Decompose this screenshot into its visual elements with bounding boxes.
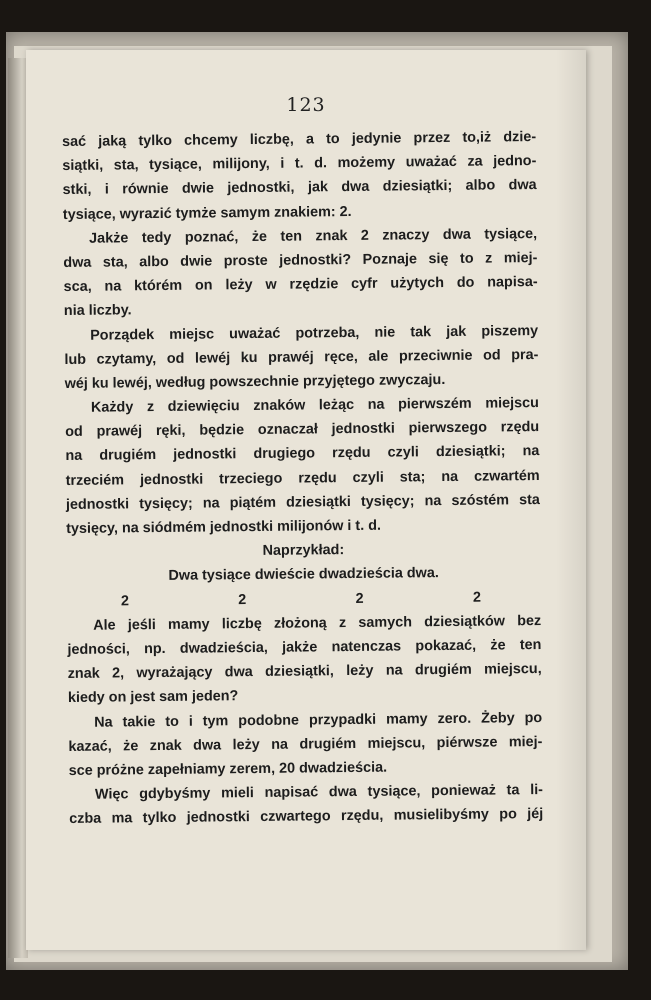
text-line: trzeciém jednostki trzeciego rzędu czyli sta; na czwartém: [65, 467, 540, 489]
text-line: siątki, sta, tysiące, milijony, i t. d. możemy uważać za jedno-: [62, 153, 537, 175]
digit: 2: [472, 589, 481, 606]
digit: 2: [238, 591, 247, 608]
text-line: Więc gdybyśmy mieli napisać dwa tysiące, ponieważ ta li-: [94, 782, 544, 803]
text-line: sca, na którém on leży w rzędzie cyfr użytych do napisa-: [63, 274, 538, 296]
text-line: od prawéj ręki, będzie oznaczał jednostki pierwszego rzędu: [65, 419, 540, 441]
page-number: 123: [286, 94, 326, 116]
text-line: sce próżne zapełniamy zerem, 20 dwadzieścia.: [68, 759, 388, 779]
text-line: jednostki tysięcy; na piątém dziesiątki tysięcy; na szóstém sta: [65, 491, 540, 513]
text-line: Każdy z dziewięciu znaków leżąc na pierwszém miejscu: [90, 395, 539, 416]
text-line: tysiące, wyrazić tymże samym znakiem: 2.: [62, 203, 352, 223]
book-page: [26, 50, 586, 950]
text-line: Jakże tedy poznać, że ten znak 2 znaczy dwa tysiące,: [89, 225, 538, 247]
text-line: Ale jeśli mamy liczbę złożoną z samych dziesiątków bez: [93, 612, 542, 634]
page-text: [62, 125, 543, 831]
text-line: jedności, np. dwadzieścia, jakże natenczas pokazać, że ten: [67, 636, 542, 658]
text-line: Porządek miejsc uważać potrzeba, nie tak jak piszemy: [90, 322, 539, 344]
text-line: sać jaką tylko chcemy liczbę, a to jedynie przez to,iż dzie-: [62, 129, 537, 150]
text-line: dwa sta, albo dwie proste jednostki? Poznaje się to z miej-: [63, 249, 538, 271]
text-line: na drugiém jednostki drugiego rzędu czyli dziesiątki; na: [65, 443, 540, 465]
text-line: wéj ku lewéj, według powszechnie przyjętego zwyczaju.: [64, 371, 446, 392]
text-line: stki, i równie dwie jednostki, jak dwa dziesiątki; albo dwa: [62, 177, 537, 199]
digit: 2: [355, 590, 364, 607]
text-line: czba ma tylko jednostki czwartego rzędu, musielibyśmy po jéj: [69, 806, 544, 828]
text-line: kiedy on jest sam jeden?: [67, 688, 239, 707]
example-words: Dwa tysiące dwieście dwadzieścia dwa.: [168, 565, 439, 585]
page-shading: [556, 50, 586, 950]
text-line: lub czytamy, od lewéj ku prawéj ręce, ale przeciwnie od pra-: [64, 346, 539, 368]
text-line: tysięcy, na siódmém jednostki milijonów i t. d.: [66, 517, 382, 537]
facing-page-edge: [8, 58, 28, 958]
example-heading: Naprzykład:: [262, 542, 345, 560]
digit: 2: [120, 592, 130, 609]
text-line: kazać, że znak dwa leży na drugiém miejscu, piérwsze miej-: [68, 733, 543, 755]
text-line: znak 2, wyrażający dwa dziesiątki, leży na drugiém miejscu,: [67, 661, 542, 683]
text-line: nia liczby.: [63, 302, 132, 320]
text-line: Na takie to i tym podobne przypadki mamy zero. Żeby po: [94, 709, 543, 731]
